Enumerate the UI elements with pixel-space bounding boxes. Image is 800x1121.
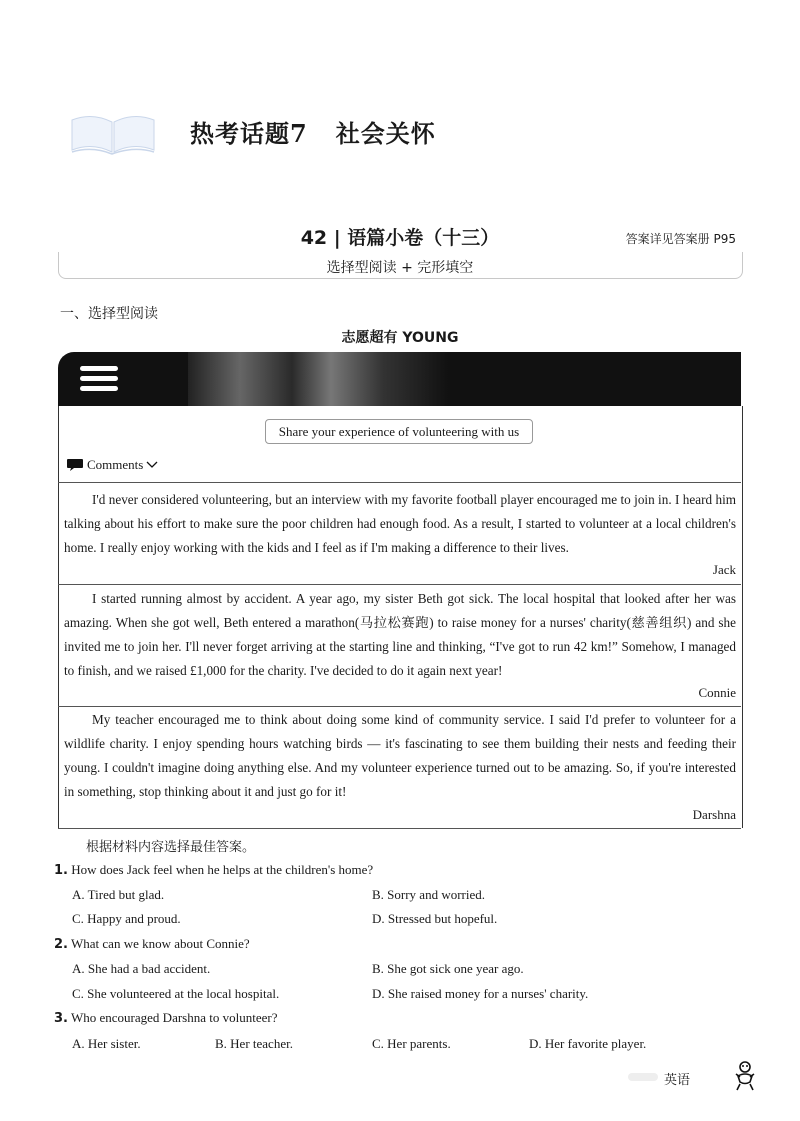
option[interactable]: B. Sorry and worried. <box>372 887 486 902</box>
option[interactable]: C. Her parents. <box>372 1036 451 1051</box>
question-3 <box>54 1010 277 1026</box>
option[interactable]: B. Her teacher. <box>215 1036 293 1051</box>
question-number: 2. <box>54 937 68 952</box>
divider <box>58 584 741 585</box>
comments-toggle[interactable] <box>66 457 158 473</box>
chevron-down-icon <box>146 461 158 469</box>
option[interactable]: D. She raised money for a nurses' charity. <box>372 986 589 1001</box>
comments-label: Comments <box>87 457 144 472</box>
question-stem: How does Jack feel when he helps at the children's home? <box>71 862 374 877</box>
comment-author-connie: Connie <box>698 685 736 700</box>
open-book-icon <box>68 112 158 158</box>
webpage-header-bar <box>58 352 741 406</box>
unit-title: 42 | 语篇小卷（十三） <box>300 227 500 249</box>
comment-author-jack: Jack <box>712 562 736 577</box>
question-stem: Who encouraged Darshna to volunteer? <box>71 1010 278 1025</box>
hamburger-menu-icon[interactable] <box>80 366 118 392</box>
section-heading: 一、选择型阅读 <box>60 306 158 322</box>
option[interactable]: C. Happy and proud. <box>72 911 181 926</box>
mascot-logo-icon <box>734 1060 756 1092</box>
share-experience-button[interactable]: Share your experience of volunteering with us <box>265 419 533 444</box>
passage-title: 志愿超有 YOUNG <box>341 330 459 346</box>
question-number: 1. <box>54 863 68 878</box>
topic-title: 热考话题7 社会关怀 <box>190 119 436 148</box>
subject-label: 英语 <box>664 1073 691 1088</box>
comment-text-darshna: My teacher encouraged me to think about doing some kind of community service. I said I'd prefer to volunteer for a wildlife charity. I enjoy spending hours watching birds — it's fascinating to see them building their nests and feeding their young. I couldn't imagine doing anything else. And my volunteer experience turned out to be amazing. So, if you're interested in something, stop thinking about it and just go for it! <box>64 712 736 799</box>
option[interactable]: D. Her favorite player. <box>529 1036 647 1051</box>
comment-author-darshna: Darshna <box>692 807 736 822</box>
comment-text-connie: I started running almost by accident. A year ago, my sister Beth got sick. The local hospital that looked after her was amazing. When she got well, Beth entered a marathon(马拉松赛跑) to raise money for a nurses' charity(慈善组织) and she invited me to join her. I'll never forget arriving at the starting line and thinking, “I've got to run 42 km!” Somehow, I managed to finish, and we raised £1,000 for the charity. I've decided to do it again next year! <box>64 591 736 678</box>
divider <box>58 482 741 483</box>
comment-text-jack: I'd never considered volunteering, but an interview with my favorite football player encouraged me to join in. I heard him talking about his effort to make sure the poor children had enough food. As a result, I started to volunteer at a local children's home. I really enjoy working with the kids and I feel as if I'm making a difference to their lives. <box>64 492 736 555</box>
footer-decoration-icon <box>628 1070 660 1084</box>
option[interactable]: A. Her sister. <box>72 1036 141 1051</box>
option[interactable]: A. Tired but glad. <box>72 887 165 902</box>
speech-bubble-icon <box>66 458 84 472</box>
unit-subtitle: 选择型阅读 + 完形填空 <box>326 260 474 276</box>
divider <box>58 706 741 707</box>
blurred-banner <box>188 352 448 406</box>
option[interactable]: C. She volunteered at the local hospital. <box>72 986 280 1001</box>
divider <box>58 828 741 829</box>
option[interactable]: B. She got sick one year ago. <box>372 961 524 976</box>
question-2 <box>54 936 250 952</box>
option[interactable]: A. She had a bad accident. <box>72 961 211 976</box>
answer-reference: 答案详见答案册 P95 <box>625 232 736 246</box>
question-instruction: 根据材料内容选择最佳答案。 <box>86 840 256 855</box>
option[interactable]: D. Stressed but hopeful. <box>372 911 498 926</box>
question-number: 3. <box>54 1011 68 1026</box>
question-stem: What can we know about Connie? <box>71 936 250 951</box>
question-1 <box>54 862 373 878</box>
